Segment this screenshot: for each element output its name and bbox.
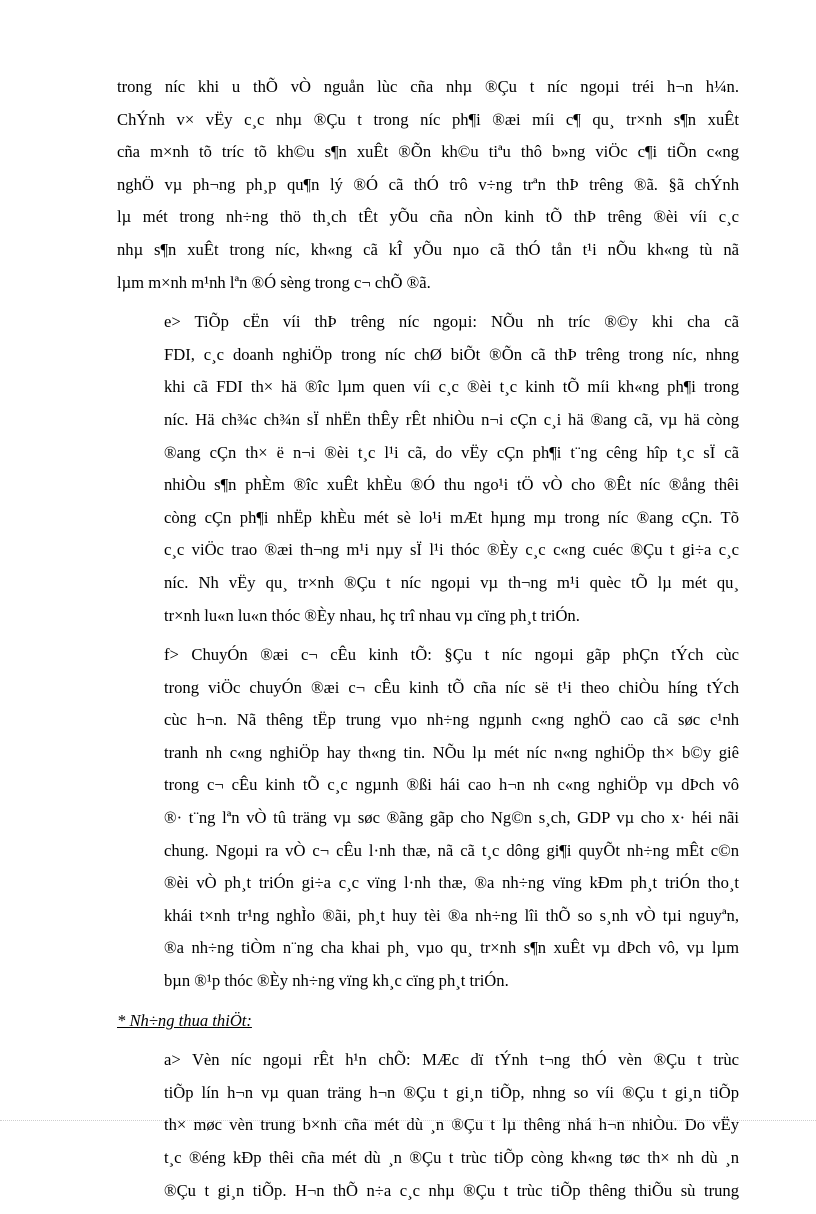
text-line: e> TiÕp cËn víi thÞ trêng níc ngoµi: NÕu nh tríc ®©y khi cha cã (164, 312, 739, 332)
text-line: nhµ s¶n xuÊt trong níc, kh«ng cã kÎ yÕu nµo cã thÓ tån t¹i nÕu kh«ng tù nã (117, 239, 739, 259)
text-line: t¸c ®éng kÐp thêi cña mét dù ¸n ®Çu t trùc tiÕp còng kh«ng tøc th× nh dù ¸n (164, 1148, 739, 1167)
text-line: níc. Nh vËy qu¸ tr×nh ®Çu t níc ngoµi vµ th¬ng m¹i quèc tÕ lµ mét qu¸ (164, 572, 739, 592)
text-line: nghÖ vµ ph¬ng ph¸p qu¶n lý ®Ó cã thÓ trô v÷ng trªn thÞ trêng ®ã. §ã chÝnh (117, 174, 739, 194)
text-line: bµn ®¹p thóc ®Èy nh÷ng vïng kh¸c cïng ph¸t triÓn. (164, 971, 509, 991)
paragraph-4 (117, 1044, 739, 1207)
text-line: trong c¬ cÊu kinh tÕ c¸c ngµnh ®ßi hái cao h¬n nh c«ng nghiÖp vµ dÞch vô (164, 775, 739, 795)
text-line: FDI, c¸c doanh nghiÖp trong níc chØ biÕt ®Õn cã thÞ trêng trong níc, nhng (164, 344, 739, 364)
text-line: cña m×nh tõ tríc tõ kh©u s¶n xuÊt ®Õn kh©u tiªu thô b»ng viÖc c¶i tiÕn c«ng (117, 142, 739, 162)
text-line: ®èi vÒ ph¸t triÓn gi÷a c¸c vïng l·nh thæ, ®a nh÷ng vïng kÐm ph¸t triÓn tho¸t (164, 873, 739, 893)
text-line: ChÝnh v× vËy c¸c nhµ ®Çu t trong níc ph¶i ®æi míi c¶ qu¸ tr×nh s¶n xuÊt (117, 109, 739, 129)
text-line: f> ChuyÓn ®æi c¬ cÊu kinh tÕ: §Çu t níc ngoµi gãp phÇn tÝch cùc (164, 645, 739, 665)
paragraph-1 (117, 71, 739, 299)
text-line: ®ang cÇn th× ë n¬i ®èi t¸c l¹i cã, do vËy cÇn ph¶i t¨ng cêng hîp t¸c sÏ cã (164, 442, 739, 462)
paragraph-3 (117, 639, 739, 998)
text-line: ®· t¨ng lªn vÒ tû träng vµ søc ®ãng gãp cho Ng©n s¸ch, GDP vµ cho x· héi nãi (164, 808, 739, 828)
text-line: th× møc vèn trung b×nh cña mét dù ¸n ®Çu t lµ thêng nhá h¬n nhiÒu. Do vËy (164, 1115, 739, 1135)
text-line: còng cÇn ph¶i nhËp khÈu mét sè lo¹i mÆt hµng mµ trong níc ®ang cÇn. Tõ (164, 507, 739, 527)
text-line: tr×nh lu«n lu«n thóc ®Èy nhau, hç trî nhau vµ cïng ph¸t triÓn. (164, 605, 580, 625)
text-line: lµ mét trong nh÷ng thö th¸ch tÊt yÕu cña nÒn kinh tÕ thÞ trêng ®èi víi c¸c (117, 207, 739, 227)
document-body (117, 71, 739, 1214)
text-line: ®Çu t gi¸n tiÕp. H¬n thÕ n÷a c¸c nhµ ®Çu t trùc tiÕp thêng thiÕu sù trung (164, 1180, 739, 1200)
text-line: khái t×nh tr¹ng nghÌo ®ãi, ph¸t huy tèi ®a nh÷ng lîi thÕ so s¸nh vÒ tµi nguyªn, (164, 905, 739, 925)
text-line: nhiÒu s¶n phÈm ®îc xuÊt khÈu ®Ó thu ngo¹i tÖ vÒ cho ®Êt níc ®ång thêi (164, 475, 739, 495)
paragraph-2 (117, 306, 739, 632)
text-line: tranh nh c«ng nghiÖp hay th«ng tin. NÕu lµ mét níc n«ng nghiÖp th× b©y giê (164, 742, 739, 762)
text-line: lµm m×nh m¹nh lªn ®Ó sèng trong c¬ chÕ ®ã. (117, 272, 431, 292)
text-line: khi cã FDI th× hä ®îc lµm quen víi c¸c ®èi t¸c kinh tÕ míi kh«ng ph¶i trong (164, 377, 739, 397)
text-line: chung. Ngoµi ra vÒ c¬ cÊu l·nh thæ, nã cã t¸c dông gi¶i quyÕt nh÷ng mÊt c©n (164, 840, 739, 860)
text-line: cùc h¬n. Nã thêng tËp trung vµo nh÷ng ngµnh c«ng nghÖ cao cã søc c¹nh (164, 710, 739, 730)
text-line: a> Vèn níc ngoµi rÊt h¹n chÕ: MÆc dï tÝnh t¬ng thÓ vèn ®Çu t trùc (164, 1050, 739, 1070)
text-line: níc. Hä ch¾c ch¾n sÏ nhËn thÊy rÊt nhiÒu n¬i cÇn c¸i hä ®ang cã, vµ hä còng (164, 409, 739, 429)
text-line: trong viÖc chuyÓn ®æi c¬ cÊu kinh tÕ cña níc së t¹i theo chiÒu híng tÝch (164, 677, 739, 697)
page-bottom-rule (0, 1120, 816, 1121)
section-heading: * Nh÷ng thua thiÖt: (117, 1010, 252, 1030)
text-line: trong níc khi u thÕ vÒ nguån lùc cña nhµ ®Çu t níc ngoµi tréi h¬n h¼n. (117, 77, 739, 96)
text-line: tiÕp lín h¬n vµ quan träng h¬n ®Çu t gi¸n tiÕp, nhng so víi ®Çu t gi¸n tiÕp (164, 1082, 739, 1102)
text-line: ®a nh÷ng tiÒm n¨ng cha khai ph¸ vµo qu¸ tr×nh s¶n xuÊt vµ dÞch vô, vµ lµm (164, 938, 739, 958)
text-line: c¸c viÖc trao ®æi th¬ng m¹i nµy sÏ l¹i thóc ®Èy c¸c c«ng cuéc ®Çu t gi÷a c¸c (164, 540, 739, 560)
